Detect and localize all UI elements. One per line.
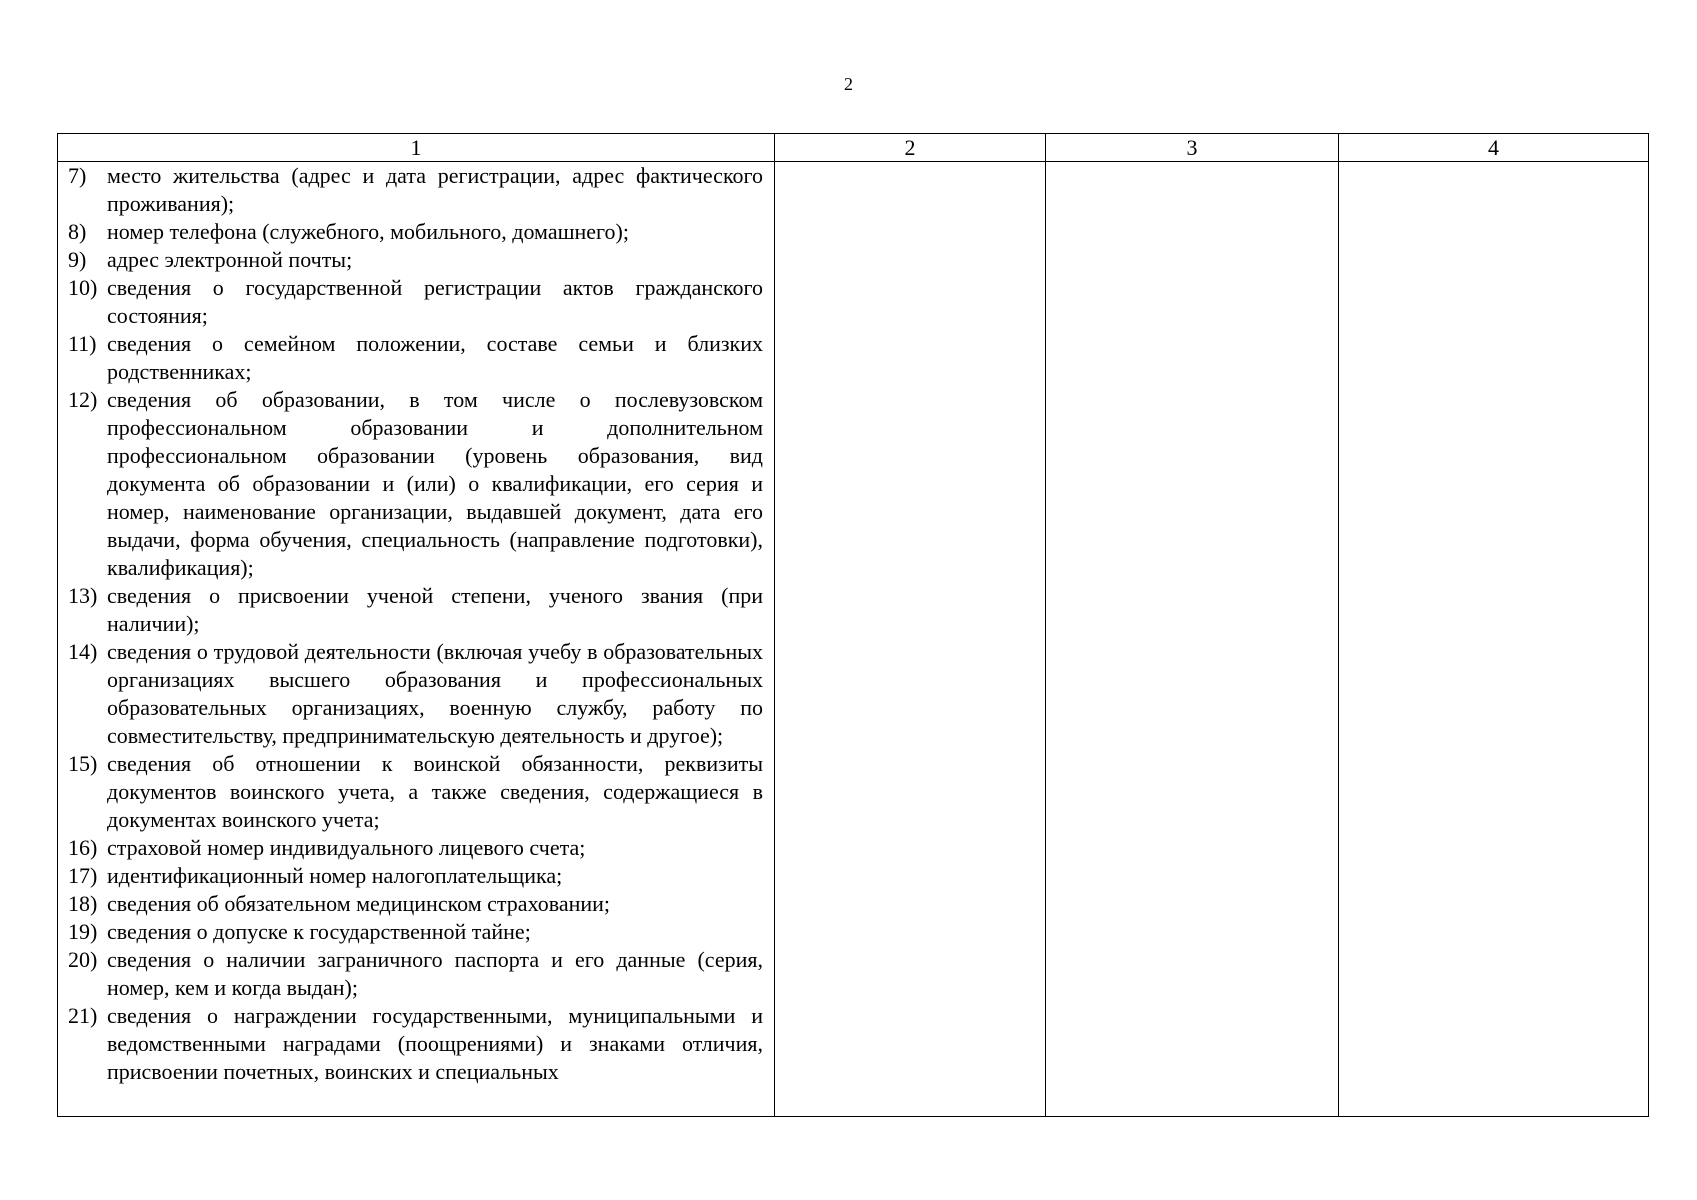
list-item (68, 750, 763, 834)
table-header-row (58, 134, 1649, 162)
item-text: сведения о допуске к государственной тайне; (107, 919, 531, 944)
item-number: 7) (68, 163, 87, 188)
list-item (68, 890, 763, 918)
item-number: 19) (68, 919, 98, 944)
personal-data-list (58, 162, 774, 1086)
item-text: сведения о семейном положении, составе семьи и близких родственниках; (107, 331, 763, 384)
item-number: 18) (68, 891, 98, 916)
item-number: 17) (68, 863, 98, 888)
column-header-4: 4 (1339, 134, 1649, 162)
item-text: сведения об образовании, в том числе о послевузовском профессиональном образовании и дополнительном профессиональном образовании (уровень образования, вид документа об образовании и (или) о квалификации, его серия и номер, наименование организации, выдавшей документ, дата его выдачи, форма обучения, специальность (направление подготовки), квалификация); (107, 387, 763, 580)
item-number: 13) (68, 583, 98, 608)
item-number: 14) (68, 639, 98, 664)
item-text: сведения о государственной регистрации актов гражданского состояния; (107, 275, 763, 328)
item-text: сведения об обязательном медицинском страховании; (107, 891, 611, 916)
list-item (68, 834, 763, 862)
cell-column-4 (1339, 162, 1649, 1117)
item-text: страховой номер индивидуального лицевого счета; (107, 835, 586, 860)
item-number: 11) (68, 331, 97, 356)
list-item (68, 218, 763, 246)
list-item (68, 946, 763, 1002)
item-number: 15) (68, 751, 98, 776)
table-row (58, 162, 1649, 1117)
item-text: сведения о награждении государственными, муниципальными и ведомственными наградами (поощрениями) и знаками отличия, присвоении почетных, воинских и специальных (107, 1003, 763, 1084)
cell-column-2 (775, 162, 1046, 1117)
item-text: сведения об отношении к воинской обязанности, реквизиты документов воинского учета, а также сведения, содержащиеся в документах воинского учета; (107, 751, 763, 832)
list-item (68, 274, 763, 330)
list-item (68, 1002, 763, 1086)
list-item (68, 386, 763, 582)
list-item (68, 330, 763, 386)
item-number: 21) (68, 1003, 98, 1028)
list-item (68, 582, 763, 638)
item-number: 9) (68, 247, 87, 272)
item-text: сведения о присвоении ученой степени, ученого звания (при наличии); (107, 583, 763, 636)
item-text: сведения о трудовой деятельности (включая учебу в образовательных организациях высшего образования и профессиональных образовательных организациях, военную службу, работу по совместительству, предпринимательскую деятельность и другое); (107, 639, 763, 748)
item-number: 16) (68, 835, 98, 860)
list-item (68, 246, 763, 274)
list-item (68, 638, 763, 750)
item-text: сведения о наличии заграничного паспорта и его данные (серия, номер, кем и когда выдан); (107, 947, 763, 1000)
item-number: 12) (68, 387, 98, 412)
item-text: идентификационный номер налогоплательщика; (107, 863, 563, 888)
list-item (68, 918, 763, 946)
list-item (68, 862, 763, 890)
column-header-2: 2 (775, 134, 1046, 162)
cell-column-1 (58, 162, 775, 1117)
column-header-1: 1 (58, 134, 775, 162)
data-table (57, 133, 1649, 1117)
column-header-3: 3 (1046, 134, 1339, 162)
page-number: 2 (844, 74, 853, 94)
item-text: номер телефона (служебного, мобильного, домашнего); (107, 219, 629, 244)
item-number: 10) (68, 275, 98, 300)
item-number: 8) (68, 219, 87, 244)
item-text: адрес электронной почты; (107, 247, 353, 272)
item-number: 20) (68, 947, 98, 972)
cell-column-3 (1046, 162, 1339, 1117)
item-text: место жительства (адрес и дата регистрации, адрес фактического проживания); (107, 163, 763, 216)
list-item (68, 162, 763, 218)
